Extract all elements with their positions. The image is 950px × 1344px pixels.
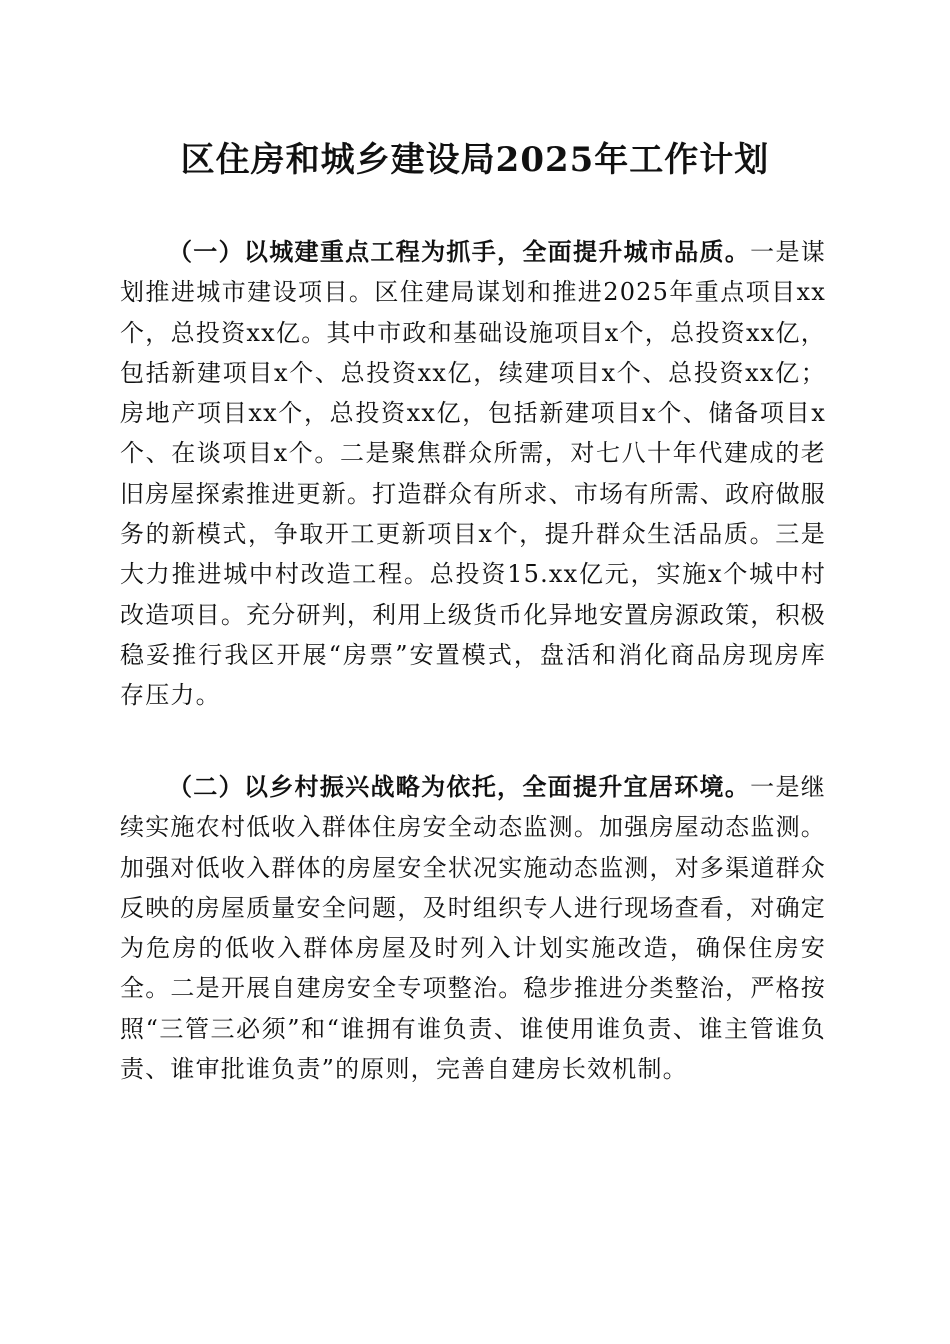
paragraph-2	[120, 767, 826, 1089]
paragraph-1-heading: （一）以城建重点工程为抓手，全面提升城市品质。	[168, 237, 751, 266]
paragraph-2-text: 一是继续实施农村低收入群体住房安全动态监测。加强房屋动态监测。加强对低收入群体的房屋安全状况实施动态监测，对多渠道群众反映的房屋质量安全问题，及时组织专人进行现场查看，对确定为危房的低收入群体房屋及时列入计划实施改造，确保住房安全。二是开展自建房安全专项整治。稳步推进分类整治，严格按照“三管三必须”和“谁拥有谁负责、谁使用谁负责、谁主管谁负责、谁审批谁负责”的原则，完善自建房长效机制。	[120, 773, 826, 1084]
paragraph-1-text: 一是谋划推进城市建设项目。区住建局谋划和推进2025年重点项目xx个，总投资xx亿。其中市政和基础设施项目x个，总投资xx亿，包括新建项目x个、总投资xx亿，续建项目x个、总投资xx亿；房地产项目xx个，总投资xx亿，包括新建项目x个、储备项目x个、在谈项目x个。二是聚焦群众所需，对七八十年代建成的老旧房屋探索推进更新。打造群众有所求、市场有所需、政府做服务的新模式，争取开工更新项目x个，提升群众生活品质。三是大力推进城中村改造工程。总投资15.xx亿元，实施x个城中村改造项目。充分研判，利用上级货币化异地安置房源政策，积极稳妥推行我区开展“房票”安置模式，盘活和消化商品房现房库存压力。	[120, 238, 826, 710]
document-title: 区住房和城乡建设局2025年工作计划	[180, 140, 770, 180]
paragraph-1	[120, 232, 826, 716]
paragraph-2-heading: （二）以乡村振兴战略为依托，全面提升宜居环境。	[168, 772, 751, 801]
